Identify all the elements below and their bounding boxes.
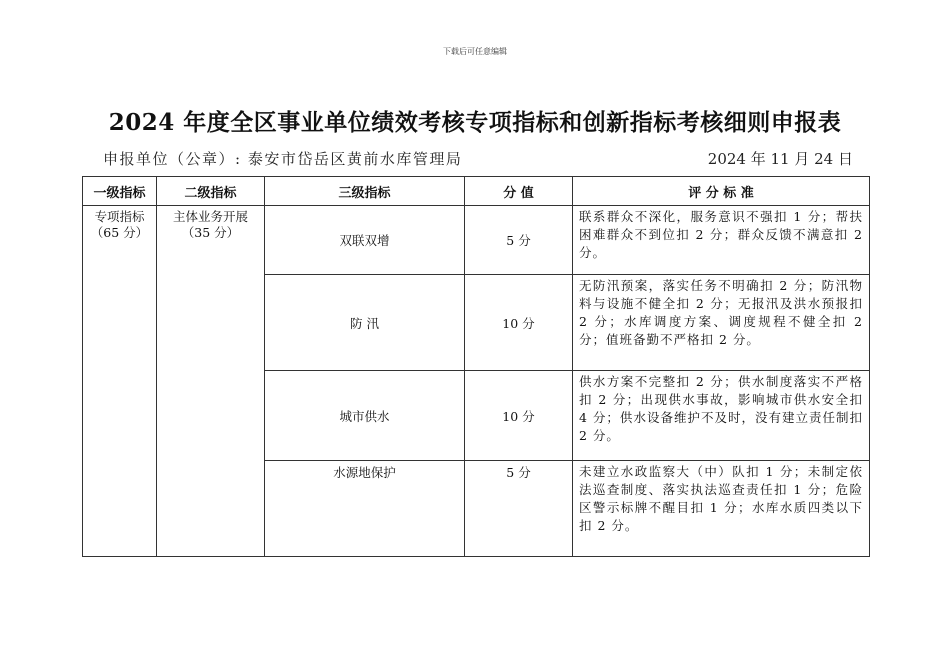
level3-indicator: 防 汛	[265, 275, 465, 371]
table-header-row	[83, 177, 870, 206]
header-level1: 一级指标	[83, 177, 157, 206]
header-criteria: 评 分 标 准	[573, 177, 870, 206]
reporting-unit: 申报单位（公章）: 泰安市岱岳区黄前水库管理局	[103, 150, 463, 168]
level1-name: 专项指标	[94, 209, 145, 224]
score-value: 10 分	[465, 371, 573, 461]
assessment-table	[82, 176, 870, 557]
scoring-criteria: 供水方案不完整扣 2 分；供水制度落实不严格扣 2 分；出现供水事故，影响城市供水安全扣 4 分；供水设备维护不及时，没有建立责任制扣 2 分。	[573, 371, 870, 461]
score-value: 5 分	[465, 206, 573, 275]
level2-cell	[157, 206, 265, 557]
report-date: 2024 年 11 月 24 日	[707, 150, 853, 168]
score-value: 5 分	[465, 461, 573, 557]
level1-score: （65 分）	[90, 225, 149, 240]
level2-name: 主体业务开展	[172, 209, 248, 224]
header-level2: 二级指标	[157, 177, 265, 206]
level1-cell	[83, 206, 157, 557]
page-title: 2024 年度全区事业单位绩效考核专项指标和创新指标考核细则申报表	[108, 109, 842, 136]
table-row	[83, 206, 870, 275]
scoring-criteria: 联系群众不深化，服务意识不强扣 1 分；帮扶困难群众不到位扣 2 分；群众反馈不满意扣 2 分。	[573, 206, 870, 275]
level3-indicator: 城市供水	[265, 371, 465, 461]
scoring-criteria: 未建立水政监察大（中）队扣 1 分；未制定依法巡查制度、落实执法巡查责任扣 1 分；危险区警示标牌不醒目扣 1 分；水库水质四类以下扣 2 分。	[573, 461, 870, 557]
header-score: 分 值	[465, 177, 573, 206]
score-value: 10 分	[465, 275, 573, 371]
header-level3: 三级指标	[265, 177, 465, 206]
subheader	[103, 148, 853, 170]
level3-indicator: 水源地保护	[265, 461, 465, 557]
scoring-criteria: 无防汛预案，落实任务不明确扣 2 分；防汛物料与设施不健全扣 2 分；无报汛及洪水预报扣 2 分；水库调度方案、调度规程不健全扣 2 分；值班备勤不严格扣 2 分。	[573, 275, 870, 371]
level2-score: （35 分）	[181, 225, 240, 240]
level3-indicator: 双联双增	[265, 206, 465, 275]
header-note: 下载后可任意编辑	[443, 47, 507, 56]
